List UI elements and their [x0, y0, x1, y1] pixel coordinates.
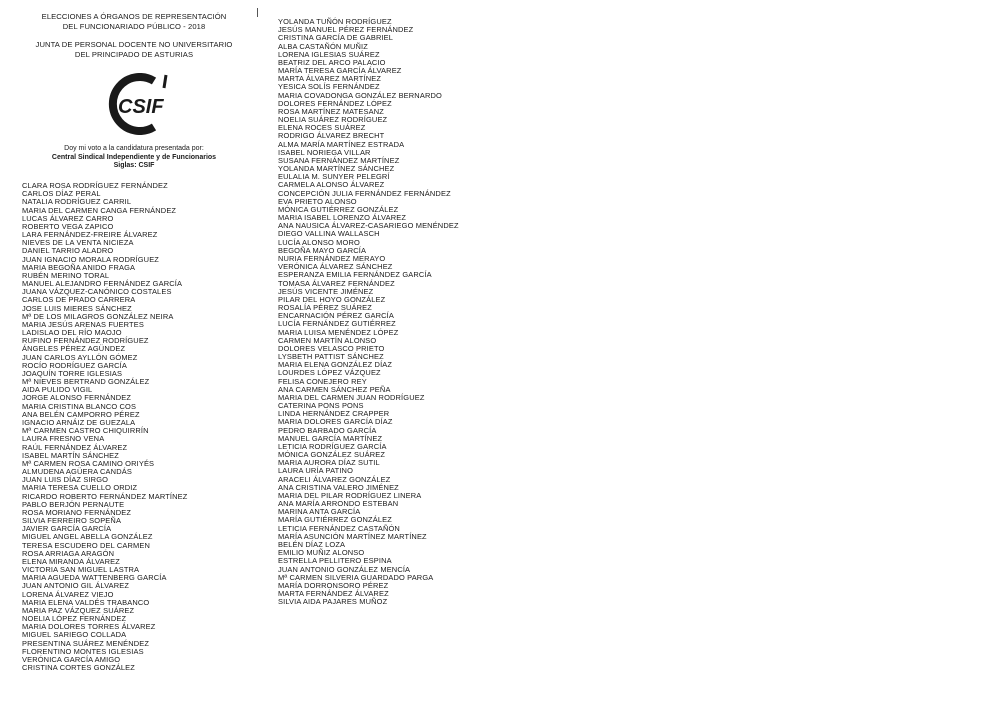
candidate-name: DANIEL TARRIO ALADRO [22, 246, 114, 256]
candidate-name: LINDA HERNÁNDEZ CRAPPER [278, 409, 390, 419]
candidate-name: MANUEL GARCÍA MARTÍNEZ [278, 433, 383, 443]
candidate-name: SILVIA AIDA PAJARES MUÑOZ [278, 597, 388, 607]
candidate-name: MARIA CRISTINA BLANCO COS [22, 401, 137, 411]
candidate-name: LETICIA FERNÁNDEZ CASTAÑÓN [278, 523, 400, 533]
candidate-name: LADISLAO DEL RÍO MAOJO [22, 328, 122, 338]
candidate-name: VERÓNICA GARCÍA AMIGO [22, 654, 121, 664]
candidate-name: RICARDO ROBERTO FERNÁNDEZ MARTÍNEZ [22, 491, 188, 501]
candidate-list-column-1 [22, 182, 187, 672]
candidate-name: EMILIO MUÑIZ ALONSO [278, 548, 365, 558]
candidate-list-column-2 [278, 18, 459, 606]
candidate-name: PEDRO BARBADO GARCÍA [278, 425, 377, 435]
candidate-name: MARIA AURORA DÍAZ SUTIL [278, 458, 380, 468]
candidate-name: Mª DE LOS MILAGROS GONZÁLEZ NEIRA [22, 311, 174, 321]
candidate-name: Mª NIEVES BERTRAND GONZÁLEZ [22, 377, 150, 387]
candidate-name: JUANA VÁZQUEZ-CANÓNICO COSTALES [22, 287, 172, 297]
candidate-name: CLARA ROSA RODRÍGUEZ FERNÁNDEZ [22, 181, 168, 190]
candidate-name: RUBÉN MERINO TORAL [22, 270, 110, 280]
candidate-name: RAÚL FERNÁNDEZ ÁLVAREZ [22, 442, 128, 452]
candidate-name: CRISTINA CORTES GONZÁLEZ [22, 663, 135, 673]
candidate-name: DIEGO VALLINA WALLASCH [278, 229, 380, 239]
candidate-name: AIDA PULIDO VIGIL [22, 385, 93, 395]
candidate-name: LAURA FRESNO VENA [22, 434, 105, 444]
candidate-name: PRESENTINA SUÁREZ MENÉNDEZ [22, 638, 150, 648]
candidate-name: NOELIA LÓPEZ FERNÁNDEZ [22, 614, 127, 624]
candidate-name: Mª CARMEN SILVERIA GUARDADO PARGA [278, 572, 434, 582]
candidate-name: BELÉN DÍAZ LOZA [278, 540, 346, 549]
vote-line-3: Siglas: CSIF [113, 162, 155, 170]
candidate-name: MIGUEL SARIEGO COLLADA [22, 630, 127, 640]
candidate-name: ESPERANZA EMILIA FERNÁNDEZ GARCÍA [278, 270, 432, 280]
vote-statement [14, 145, 254, 171]
candidate-name: MARTA ÁLVAREZ MARTÍNEZ [278, 74, 382, 84]
candidate-name: MARIA ISABEL LORENZO ÁLVAREZ [278, 213, 407, 223]
candidate-name: NIEVES DE LA VENTA NICIEZA [22, 238, 134, 248]
candidate-name: EULALIA M. SUNYER PELEGRÍ [278, 172, 390, 182]
candidate-name: NURIA FERNÁNDEZ MERAYO [278, 253, 386, 263]
header-line-4: DEL PRINCIPADO DE ASTURIAS [74, 49, 194, 59]
csif-logo-icon [96, 73, 172, 135]
candidate-name: JUAN IGNACIO MORALA RODRÍGUEZ [22, 254, 160, 264]
candidate-name: FELISA CONEJERO REY [278, 376, 367, 386]
candidate-name: MANUEL ALEJANDRO FERNÁNDEZ GARCÍA [22, 279, 183, 289]
scan-mark [257, 8, 258, 17]
candidate-name: MARIA BEGOÑA ANIDO FRAGA [22, 262, 136, 272]
candidate-name: MARÍA GUTIÉRREZ GONZÁLEZ [278, 515, 392, 525]
candidate-name: ROSA ARRIAGA ARAGÓN [22, 548, 115, 558]
candidate-name: MARÍA TERESA GARCÍA ÁLVAREZ [278, 66, 402, 76]
candidate-name: JESÚS VICENTE JIMÉNEZ [278, 286, 374, 296]
vote-line-2: Central Sindical Independiente y de Funcionarios [51, 153, 217, 161]
candidate-name: LARA FERNÁNDEZ-FREIRE ÁLVAREZ [22, 230, 158, 240]
candidate-name: CATERINA PONS PONS [278, 401, 364, 411]
candidate-name: MARIA TERESA CUELLO ORDIZ [22, 483, 138, 493]
candidate-name: LYSBETH PATTIST SÁNCHEZ [278, 352, 384, 362]
candidate-name: MARIA LUISA MENÉNDEZ LÓPEZ [278, 327, 399, 337]
candidate-name: LOURDES LÓPEZ VÁZQUEZ [278, 368, 381, 378]
candidate-name: Mª CARMEN ROSA CAMINO ORIYÉS [22, 458, 155, 468]
candidate-name: JUAN CARLOS AYLLÓN GÓMEZ [22, 352, 138, 362]
candidate-name: ROBERTO VEGA ZAPICO [22, 221, 114, 231]
candidate-name: ANA BELÉN CAMPORRO PÉREZ [22, 409, 140, 419]
candidate-name: CRISTINA GARCÍA DE GABRIEL [278, 33, 394, 43]
ballot-header [14, 12, 254, 59]
candidate-name: JUAN ANTONIO GIL ÁLVAREZ [22, 581, 130, 591]
candidate-name: LETICIA RODRÍGUEZ GARCÍA [278, 441, 387, 451]
header-line-1: ELECCIONES A ÓRGANOS DE REPRESENTACIÓN [41, 12, 227, 21]
candidate-name: LAURA URÍA PATINO [278, 466, 354, 476]
candidate-name: ALMA MARÍA MARTÍNEZ ESTRADA [278, 139, 405, 149]
candidate-name: CARMEN MARTÍN ALONSO [278, 335, 377, 345]
candidate-name: SILVIA FERREIRO SOPEÑA [22, 516, 122, 526]
candidate-name: MARIA JESÚS ARENAS FUERTES [22, 319, 144, 329]
candidate-name: BEATRIZ DEL ARCO PALACIO [278, 57, 386, 67]
candidate-name: CARMELA ALONSO ÁLVAREZ [278, 180, 385, 190]
candidate-name: PABLO BERJÓN PERNAUTE [22, 499, 125, 509]
candidate-name: MÓNICA GUTIÉRREZ GONZÁLEZ [278, 204, 399, 214]
candidate-name: LUCÍA ALONSO MORO [278, 237, 360, 247]
candidate-name: ANA CARMEN SÁNCHEZ PEÑA [278, 384, 391, 394]
candidate-name: CONCEPCIÓN JULIA FERNÁNDEZ FERNÁNDEZ [278, 188, 451, 198]
candidate-name: NATALIA RODRÍGUEZ CARRIL [22, 197, 132, 207]
candidate-name: TERESA ESCUDERO DEL CARMEN [22, 540, 151, 550]
candidate-name: LUCAS ÁLVAREZ CARRO [22, 213, 114, 223]
candidate-name: ANA CRISTINA VALERO JIMÉNEZ [278, 482, 399, 492]
candidate-name: ISABEL NORIEGA VILLAR [278, 147, 371, 157]
candidate-name: ENCARNACIÓN PÉREZ GARCÍA [278, 311, 395, 321]
candidate-name: IGNACIO ARNÁIZ DE GUEZALA [22, 417, 136, 427]
candidate-name: JUAN ANTONIO GONZÁLEZ MENCÍA [278, 564, 411, 574]
candidate-name: JESÚS MANUEL PÉREZ FERNÁNDEZ [278, 25, 414, 35]
candidate-name: RODRIGO ÁLVAREZ BRECHT [278, 131, 385, 141]
candidate-name: MARIA DOLORES GARCÍA DÍAZ [278, 417, 393, 427]
candidate-name: LUCÍA FERNÁNDEZ GUTIÉRREZ [278, 319, 396, 329]
candidate-name: LORENA ÁLVAREZ VIEJO [22, 589, 114, 599]
candidate-name: ESTRELLA PELLITERO ESPINA [278, 556, 392, 566]
candidate-name: JUAN LUIS DÍAZ SIRGO [22, 475, 109, 485]
candidate-name: ALMUDENA AGÜERA CANDÁS [22, 467, 132, 477]
candidate-name: MARIA ELENA VALDÉS TRABANCO [22, 597, 150, 607]
candidate-name: BEGOÑA MAYO GARCÍA [278, 245, 367, 255]
candidate-name: TOMASA ÁLVAREZ FERNÁNDEZ [278, 278, 395, 288]
candidate-name: MARIA DEL CARMEN CANGA FERNÁNDEZ [22, 205, 177, 215]
candidate-name: NOELIA SUÁREZ RODRÍGUEZ [278, 115, 388, 125]
candidate-name: ROSA MARTÍNEZ MATESANZ [278, 106, 384, 116]
candidate-name: RUFINO FERNÁNDEZ RODRÍGUEZ [22, 336, 149, 346]
candidate-name: ANA MARÍA ARRONDO ESTEBAN [278, 499, 399, 509]
candidate-name: ELENA MIRANDA ÁLVAREZ [22, 556, 120, 566]
header-line-3: JUNTA DE PERSONAL DOCENTE NO UNIVERSITARIO [35, 40, 233, 50]
candidate-name: ÁNGELES PÉREZ AGÜNDEZ [22, 344, 126, 354]
candidate-name: YOLANDA TUÑÓN RODRÍGUEZ [278, 17, 392, 26]
candidate-name: YESICA SOLÍS FERNÁNDEZ [278, 82, 380, 92]
candidate-name: MÓNICA GONZÁLEZ SUÁREZ [278, 450, 386, 460]
candidate-name: MARÍA DORRONSORO PÉREZ [278, 580, 389, 590]
candidate-name: ELENA ROCES SUÁREZ [278, 123, 366, 133]
candidate-name: JAVIER GARCÍA GARCÍA [22, 524, 112, 534]
candidate-name: LORENA IGLESIAS SUÁREZ [278, 49, 380, 59]
candidate-name: MARIA DEL CARMEN JUAN RODRÍGUEZ [278, 392, 425, 402]
candidate-name: ROCÍO RODRÍGUEZ GARCÍA [22, 360, 127, 370]
candidate-name: CARLOS DÍAZ PERAL [22, 189, 101, 199]
candidate-name: MARIA DOLORES TORRES ÁLVAREZ [22, 622, 156, 632]
logo-text: CSIF [118, 96, 164, 118]
candidate-name: CARLOS DE PRADO CARRERA [22, 295, 136, 305]
candidate-name: ROSALÍA PÉREZ SUÁREZ [278, 303, 372, 313]
candidate-name: JOAQUÍN TORRE IGLESIAS [22, 368, 123, 378]
candidate-name: MARIA DEL PILAR RODRÍGUEZ LINERA [278, 490, 422, 500]
candidate-name: VICTORIA SAN MIGUEL LASTRA [22, 565, 140, 575]
candidate-name: DOLORES VELASCO PRIETO [278, 343, 385, 353]
candidate-name: MARTA FERNÁNDEZ ÁLVAREZ [278, 589, 389, 599]
candidate-name: PILAR DEL HOYO GONZÁLEZ [278, 294, 386, 304]
candidate-name: FLORENTINO MONTES IGLESIAS [22, 646, 144, 656]
candidate-name: MIGUEL ANGEL ABELLA GONZÁLEZ [22, 532, 153, 542]
candidate-name: ANA NAUSICA ÁLVAREZ-CASARIEGO MENÉNDEZ [278, 221, 459, 231]
candidate-name: YOLANDA MARTÍNEZ SÁNCHEZ [278, 164, 395, 174]
candidate-name: MARIA ELENA GONZÁLEZ DÍAZ [278, 360, 393, 370]
candidate-name: Mª CARMEN CASTRO CHIQUIRRÍN [22, 426, 149, 436]
candidate-name: SUSANA FERNÁNDEZ MARTÍNEZ [278, 155, 400, 165]
candidate-name: ALBA CASTAÑÓN MUÑIZ [278, 41, 368, 51]
candidate-name: EVA PRIETO ALONSO [278, 196, 357, 206]
candidate-name: MARINA ANTA GARCÍA [278, 507, 361, 517]
candidate-name: DOLORES FERNÁNDEZ LÓPEZ [278, 98, 392, 108]
candidate-name: MARÍA ASUNCIÓN MARTÍNEZ MARTÍNEZ [278, 531, 427, 541]
candidate-name: ROSA MORIANO FERNÁNDEZ [22, 507, 132, 517]
candidate-name: MARIA PAZ VÁZQUEZ SUÁREZ [22, 605, 135, 615]
candidate-name: ISABEL MARTÍN SÁNCHEZ [22, 450, 119, 460]
candidate-name: MARIA COVADONGA GONZÁLEZ BERNARDO [278, 90, 442, 100]
candidate-name: JOSE LUIS MIERES SÁNCHEZ [22, 303, 132, 313]
candidate-name: MARIA AGUEDA WATTENBERG GARCÍA [22, 573, 167, 583]
vote-line-1: Doy mi voto a la candidatura presentada por: [64, 145, 204, 152]
candidate-name: ARACELI ÁLVAREZ GONZÁLEZ [278, 474, 391, 484]
header-line-2: DEL FUNCIONARIADO PÚBLICO - 2018 [62, 21, 206, 31]
candidate-name: VERÓNICA ÁLVAREZ SÁNCHEZ [278, 262, 393, 272]
candidate-name: JORGE ALONSO FERNÁNDEZ [22, 393, 132, 403]
